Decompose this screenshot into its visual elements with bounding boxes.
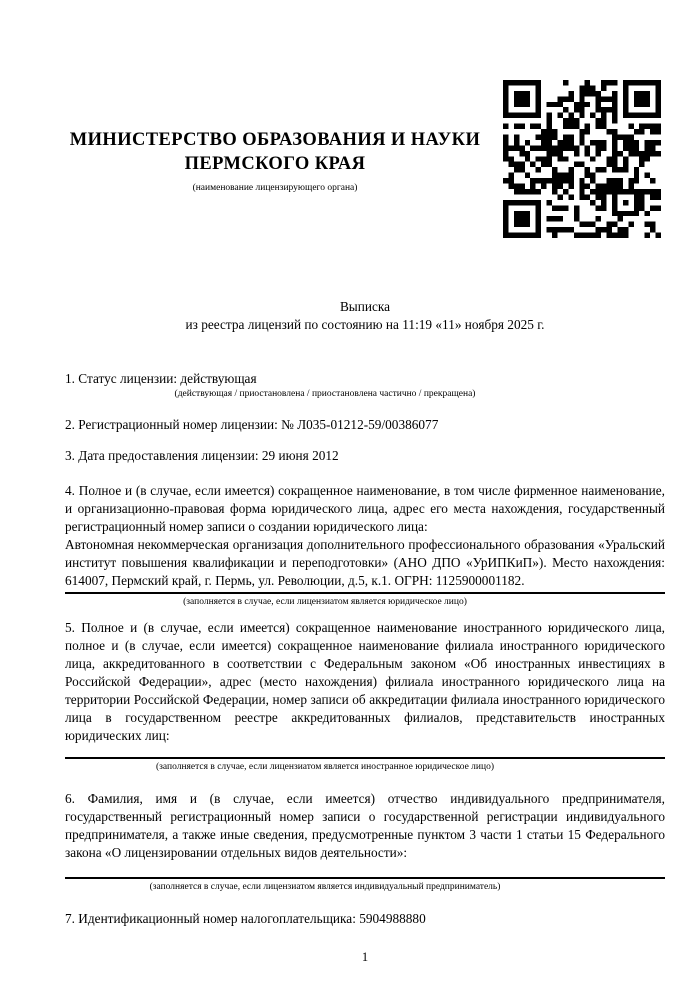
item-7-taxpayer-number: 7. Идентификационный номер налогоплательщика: 5904988880 [65, 911, 426, 926]
document-body [65, 298, 665, 966]
item-1-license-status: 1. Статус лицензии: действующая [65, 371, 257, 386]
document-title: Выписка [339, 299, 391, 314]
item-2-registration-number: 2. Регистрационный номер лицензии: № Л035-01212-59/00386077 [65, 417, 439, 432]
item-4-fill-line [65, 592, 665, 594]
ministry-header [65, 128, 485, 194]
item-4-value-organization: Автономная некоммерческая организация дополнительного профессионального образования «Уральский институт повышения квалификации и переподготовки» (АНО ДПО «УрИПКиП»). Место нахождения: 614007, Пермский край, г. Пермь, ул. Революции, д.5, к.1. ОГРН: 1125900001182. [65, 537, 665, 588]
item-6-caption: (заполняется в случае, если лицензиатом является индивидуальный предприниматель) [149, 882, 501, 892]
item-5-label: 5. Полное и (в случае, если имеется) сокращенное наименование иностранного юридического лица, полное и (в случае, если имеется) сокращенное наименование филиала иностранного юридического лица, аккредитованного в соответствии с Федеральным законом «Об иностранных инвестициях в Российской Федерации», адрес (место нахождения) филиала иностранного юридического лица на территории Российской Федерации, номер записи об аккредитации филиала иностранного юридического лица в государственном реестре аккредитованных филиалов, представительств иностранных юридических лиц: [65, 620, 665, 743]
ministry-name-line2: ПЕРМСКОГО КРАЯ [184, 154, 366, 174]
document-subtitle: из реестра лицензий по состоянию на 11:19 «11» ноября 2025 г. [185, 317, 545, 332]
item-6-label: 6. Фамилия, имя и (в случае, если имеется) отчество индивидуального предпринимателя, государственный регистрационный номер записи о государственной регистрации индивидуального предпринимателя, а также иные сведения, предусмотренные пунктом 3 части 1 статьи 15 Федерального закона «О лицензировании отдельных видов деятельности»: [65, 791, 665, 860]
item-3-grant-date: 3. Дата предоставления лицензии: 29 июня 2012 [65, 448, 339, 463]
item-4-caption: (заполняется в случае, если лицензиатом является юридическое лицо) [183, 597, 467, 607]
ministry-name-line1: МИНИСТЕРСТВО ОБРАЗОВАНИЯ И НАУКИ [69, 130, 481, 150]
item-4-label: 4. Полное и (в случае, если имеется) сокращенное наименование, в том числе фирменное наименование, и организационно-правовая форма юридического лица, адрес его места нахождения, государственный регистрационный номер записи о создании юридического лица: [65, 483, 665, 534]
qr-code-icon [503, 80, 661, 238]
ministry-caption: (наименование лицензирующего органа) [192, 183, 358, 193]
item-5-caption: (заполняется в случае, если лицензиатом является иностранное юридическое лицо) [156, 762, 494, 772]
item-5-fill-line [65, 757, 665, 759]
page-number: 1 [361, 950, 369, 964]
item-6-fill-line [65, 877, 665, 879]
item-1-caption: (действующая / приостановлена / приостановлена частично / прекращена) [174, 389, 476, 399]
document-title-block [65, 298, 665, 334]
